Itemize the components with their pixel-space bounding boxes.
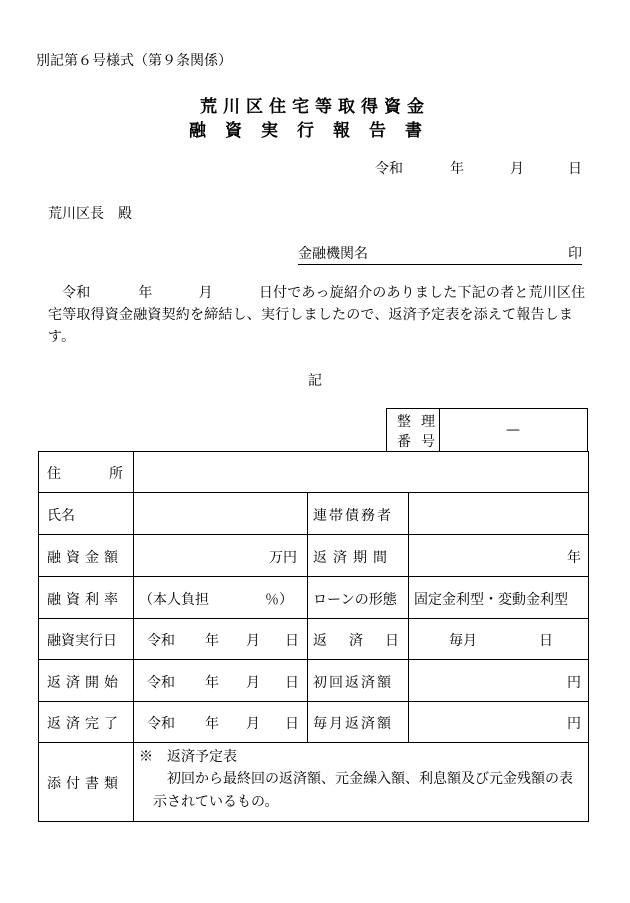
repay-start-year: 年 bbox=[205, 675, 219, 691]
name-label: 氏名 bbox=[47, 508, 75, 524]
monthly-payment-unit: 円 bbox=[567, 716, 581, 732]
title-line-1: 荒川区住宅等取得資金 bbox=[200, 97, 430, 117]
body-month: 月 bbox=[198, 285, 213, 301]
date-month: 月 bbox=[510, 161, 524, 177]
exec-date-month: 月 bbox=[246, 633, 260, 649]
loan-type-label: ローンの形態 bbox=[313, 592, 397, 608]
repay-period-unit: 年 bbox=[567, 550, 581, 566]
repay-period-field[interactable] bbox=[410, 536, 586, 574]
repay-day-monthly: 毎月 bbox=[449, 633, 477, 649]
exec-date-year: 年 bbox=[205, 633, 219, 649]
seiri-number-field[interactable]: — bbox=[506, 422, 520, 438]
attach-text: 初回から最終回の返済額、元金繰入額、利息額及び元金残額の表示されているもの。 bbox=[153, 771, 573, 810]
row-divider bbox=[39, 576, 588, 577]
repay-day-unit: 日 bbox=[539, 633, 553, 649]
date-era: 令和 bbox=[375, 161, 403, 177]
repay-day-field[interactable] bbox=[410, 620, 586, 657]
monthly-payment-field[interactable] bbox=[410, 703, 586, 740]
exec-date-day: 日 bbox=[285, 633, 299, 649]
repay-end-era: 令和 bbox=[147, 716, 175, 732]
form-label: 別記第６号様式（第９条関係） bbox=[36, 53, 232, 69]
row-divider bbox=[39, 534, 588, 535]
row-divider bbox=[39, 701, 588, 702]
title-line-2: 融資実行報告書 bbox=[189, 121, 441, 141]
guarantor-field[interactable] bbox=[410, 494, 586, 532]
loan-type-value[interactable]: 固定金利型・変動金利型 bbox=[414, 592, 568, 608]
guarantor-label: 連帯債務者 bbox=[313, 508, 393, 524]
date-day: 日 bbox=[568, 161, 582, 177]
repay-start-day: 日 bbox=[285, 675, 299, 691]
body-era: 令和 bbox=[62, 285, 91, 301]
attach-label: 添付書類 bbox=[47, 776, 123, 792]
body-year: 年 bbox=[138, 285, 153, 301]
row-divider bbox=[39, 618, 588, 619]
seiri-label-line2: 番号 bbox=[397, 434, 445, 450]
loan-amount-label: 融資金額 bbox=[47, 550, 123, 566]
body-paragraph bbox=[48, 282, 588, 348]
seiri-number-box bbox=[386, 408, 588, 451]
repay-end-month: 月 bbox=[246, 716, 260, 732]
rate-label: 融資利率 bbox=[47, 592, 123, 608]
monthly-payment-label: 毎月返済額 bbox=[313, 716, 393, 732]
repay-end-day: 日 bbox=[285, 716, 299, 732]
row-divider bbox=[39, 742, 588, 743]
repay-start-era: 令和 bbox=[147, 675, 175, 691]
seiri-label-line1: 整理 bbox=[397, 414, 445, 430]
address-label: 住所 bbox=[47, 466, 171, 482]
col-divider bbox=[133, 452, 134, 821]
row-divider bbox=[39, 492, 588, 493]
repay-period-label: 返済期間 bbox=[313, 550, 393, 566]
row-divider bbox=[39, 659, 588, 660]
seiri-label bbox=[387, 409, 445, 451]
repay-end-year: 年 bbox=[205, 716, 219, 732]
first-payment-field[interactable] bbox=[410, 661, 586, 699]
exec-date-era: 令和 bbox=[147, 633, 175, 649]
attach-title: ※ 返済予定表 bbox=[139, 749, 237, 765]
rate-value[interactable]: （本人負担 ％） bbox=[139, 592, 293, 608]
ki-heading: 記 bbox=[308, 373, 322, 389]
name-field[interactable] bbox=[135, 494, 305, 532]
repay-end-label: 返済完了 bbox=[47, 716, 123, 732]
report-table bbox=[38, 451, 589, 822]
repay-start-month: 月 bbox=[246, 675, 260, 691]
addressee: 荒川区長 殿 bbox=[48, 206, 132, 222]
col-divider bbox=[307, 492, 308, 742]
loan-amount-unit: 万円 bbox=[269, 550, 297, 566]
repay-start-label: 返済開始 bbox=[47, 675, 123, 691]
seal-mark: 印 bbox=[568, 246, 582, 262]
date-year: 年 bbox=[450, 161, 464, 177]
col-divider bbox=[408, 492, 409, 742]
institution-label: 金融機関名 bbox=[298, 246, 368, 262]
body-text: 日付であっ旋紹介のありました下記の者と荒川区住宅等取得資金融資契約を締結し、実行しましたので、返済予定表を添えて報告します。 bbox=[48, 285, 586, 345]
address-label-cell bbox=[47, 463, 171, 483]
repay-day-label: 返済日 bbox=[313, 633, 421, 649]
institution-name-field[interactable] bbox=[298, 243, 582, 265]
exec-date-label: 融資実行日 bbox=[47, 633, 117, 649]
first-payment-unit: 円 bbox=[567, 675, 581, 691]
address-field[interactable] bbox=[135, 454, 587, 491]
first-payment-label: 初回返済額 bbox=[313, 675, 393, 691]
